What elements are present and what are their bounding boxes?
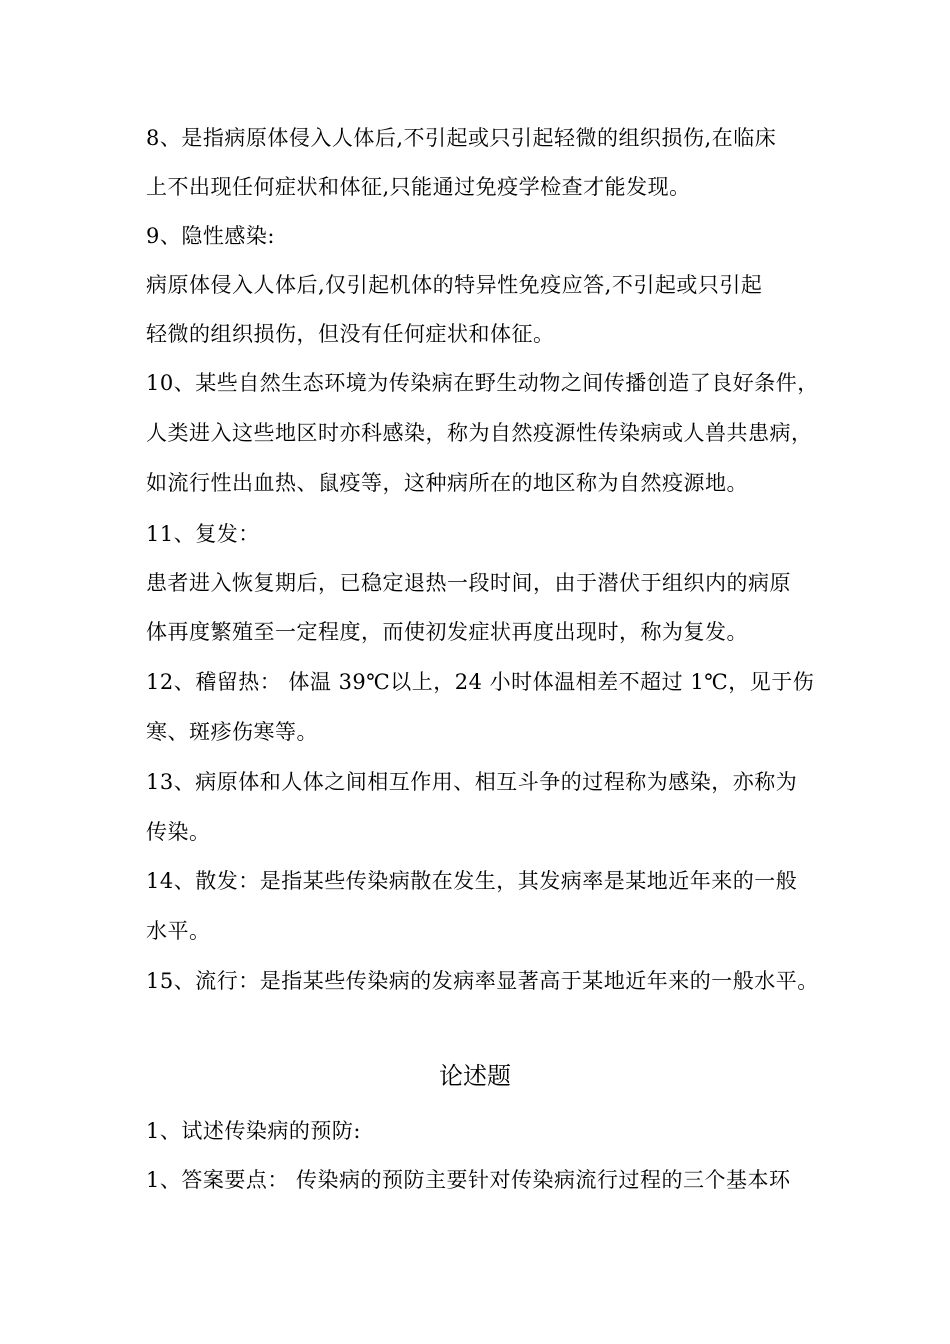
text-line: 寒、斑疹伤寒等。 [146, 720, 318, 744]
text-line: 8、是指病原体侵入人体后,不引起或只引起轻微的组织损伤,在临床 [146, 126, 777, 150]
text-line: 12、稽留热： 体温 39℃以上，24 小时体温相差不超过 1℃，见于伤 [146, 670, 815, 694]
text-line: 体再度繁殖至一定程度，而使初发症状再度出现时，称为复发。 [146, 620, 748, 644]
text-line: 传染。 [146, 820, 211, 844]
text-line: 人类进入这些地区时亦科感染，称为自然疫源性传染病或人兽共患病， [146, 421, 813, 445]
text-line: 轻微的组织损伤，但没有任何症状和体征。 [146, 322, 555, 346]
text-line: 1、试述传染病的预防: [146, 1119, 361, 1143]
text-line: 患者进入恢复期后，已稳定退热一段时间，由于潜伏于组织内的病原 [146, 571, 791, 595]
text-line: 11、复发： [146, 522, 260, 546]
text-line: 病原体侵入人体后,仅引起机体的特异性免疫应答,不引起或只引起 [146, 273, 763, 297]
text-line: 14、散发：是指某些传染病散在发生，其发病率是某地近年来的一般 [146, 869, 798, 893]
text-line: 如流行性出血热、鼠疫等，这种病所在的地区称为自然疫源地。 [146, 471, 748, 495]
text-line: 1、答案要点： 传染病的预防主要针对传染病流行过程的三个基本环 [146, 1168, 791, 1192]
text-line: 15、流行：是指某些传染病的发病率显著高于某地近年来的一般水平。 [146, 969, 819, 993]
text-line: 9、隐性感染: [146, 224, 275, 248]
text-line: 10、某些自然生态环境为传染病在野生动物之间传播创造了良好条件， [146, 371, 819, 395]
section-heading: 论述题 [439, 1062, 511, 1090]
text-line: 水平。 [146, 919, 211, 943]
text-line: 13、病原体和人体之间相互作用、相互斗争的过程称为感染，亦称为 [146, 770, 798, 794]
text-line: 上不出现任何症状和体征,只能通过免疫学检查才能发现。 [146, 175, 691, 199]
